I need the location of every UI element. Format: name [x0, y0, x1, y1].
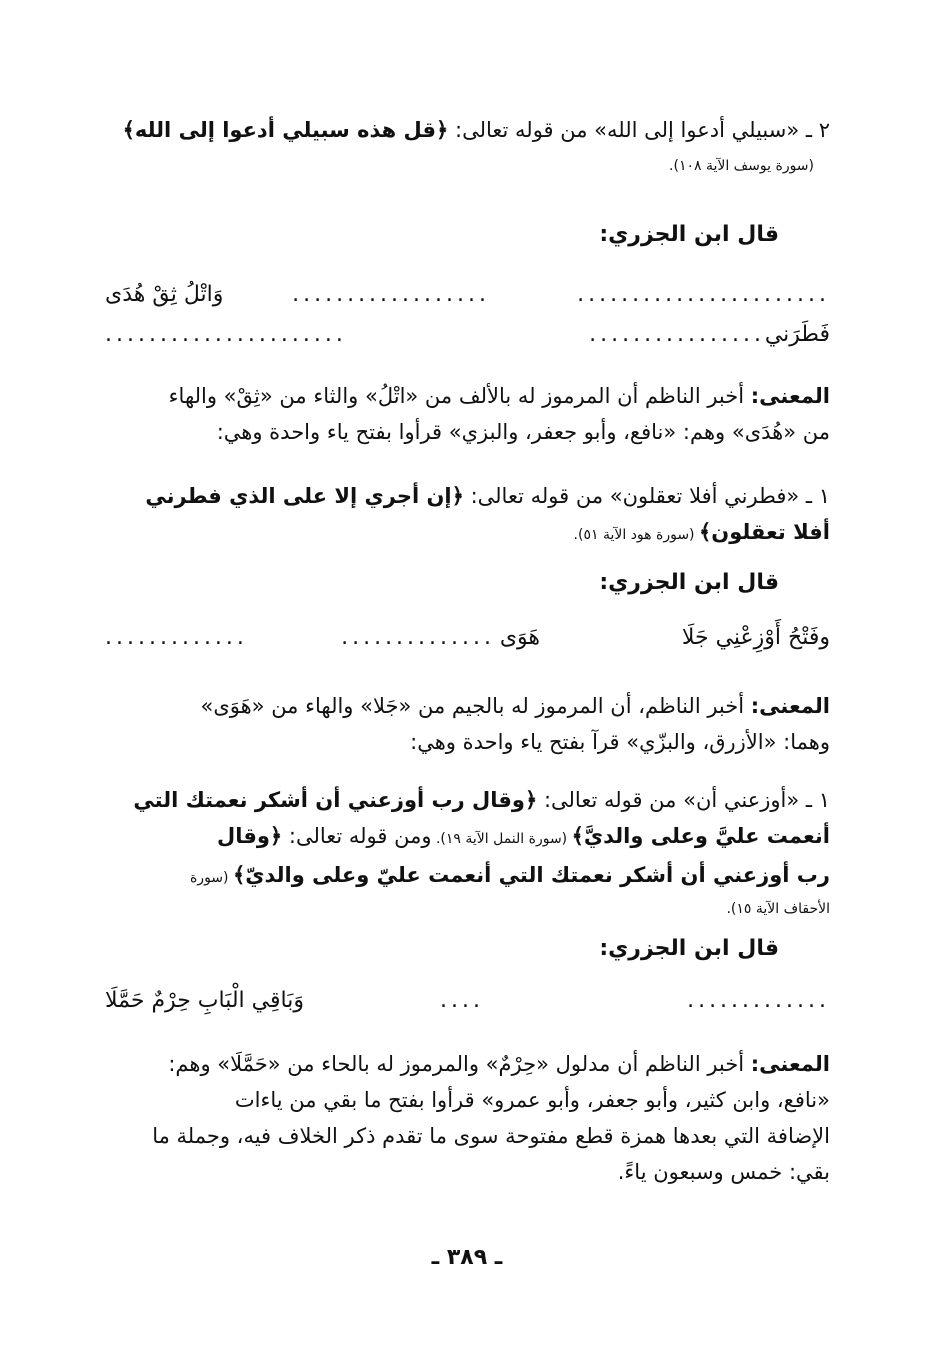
item-1b-line-1 [133, 782, 830, 818]
poem-1-verse-2: فَطَرَني [764, 322, 830, 347]
meaning-2-label: المعنى: [750, 694, 830, 718]
heading-ibn-jazari-1: قال ابن الجزري: [599, 222, 779, 247]
item-1b-quote-3: ﴿وقال [216, 824, 283, 848]
item-1a-prefix: ١ ـ «فطرني أفلا تعقلون» من قوله تعالى: [463, 484, 830, 508]
poem-1-verse: وَاتْلُ ثِقْ هُدَى [105, 282, 224, 307]
item-1b-text: ومن قوله تعالى: [282, 824, 432, 848]
item-1b-line-4: الأحقاف الآية ١٥). [726, 901, 830, 917]
meaning-3 [140, 1046, 830, 1190]
meaning-3-line-4: بقي: خمس وسبعون ياءً. [617, 1160, 830, 1184]
item-2-quran-quote: ﴿قل هذه سبيلي أدعوا إلى الله﴾ [122, 118, 449, 142]
item-2-prefix: ٢ ـ «سبيلي أدعوا إلى الله» من قوله تعالى: [448, 118, 830, 142]
item-1b-line-2 [140, 818, 830, 857]
poem-3-verse: وَبَاقِي الْبَابِ حِرْمٌ حَمَّلَا [105, 988, 304, 1013]
poem-1-dots-3: ...................... [105, 322, 347, 347]
poem-3-dots-mid: .... [440, 988, 484, 1013]
meaning-2-line-2: وهما: «الأزرق، والبزّي» قرآ بفتح ياء واحدة وهي: [410, 730, 830, 754]
item-1b-prefix: ١ ـ «أوزعني أن» من قوله تعالى: [537, 788, 830, 812]
poem-1-dots-2: ................ [589, 322, 765, 347]
meaning-2 [140, 688, 830, 760]
meaning-2-text-1: أخبر الناظم، أن المرموز له بالجيم من «جَلا» والهاء من «هَوَى» [200, 694, 751, 718]
item-1a-quote: ﴿إن أجري إلا على الذي فطرني [145, 484, 464, 508]
heading-ibn-jazari-2: قال ابن الجزري: [599, 570, 779, 595]
meaning-1-text-1: أخبر الناظم أن المرموز له بالألف من «اتْلُ» والثاء من «ثِقْ» والهاء [168, 384, 751, 408]
item-1b-reference-2: (سورة [189, 870, 233, 886]
item-1b-line-3 [140, 857, 830, 896]
item-1b-quote-2: أنعمت عليَّ وعلى والديَّ﴾ [571, 824, 830, 848]
poem-2-dots-mid: .............. [341, 625, 495, 650]
poem-1-dots-right: ....................... [577, 282, 830, 307]
meaning-3-label: المعنى: [750, 1052, 830, 1076]
poem-2-verse: وفَتْحُ أَوْزِعْنِي جَلَا [681, 625, 830, 650]
poem-1-dots-mid: .................. [292, 282, 490, 307]
meaning-3-text-1: أخبر الناظم أن مدلول «حِرْمٌ» والمرموز له بالحاء من «حَمَّلَا» وهم: [168, 1052, 751, 1076]
meaning-1-line-1 [140, 378, 830, 414]
poem-3-row-1 [105, 988, 830, 1028]
item-1b-reference-1: (سورة النمل الآية ١٩). [431, 831, 572, 847]
meaning-3-line-3: الإضافة التي بعدها همزة قطع مفتوحة سوى ما تقدم ذكر الخلاف فيه، وجملة ما [152, 1124, 830, 1148]
page-number: ـ ٣٨٩ ـ [431, 1245, 503, 1270]
item-1b-quote: ﴿وقال رب أوزعني أن أشكر نعمتك التي [133, 788, 538, 812]
item-1a-line-2 [140, 514, 830, 553]
item-1-fatarani [140, 478, 830, 553]
poem-2-word: هَوَى [499, 625, 540, 650]
meaning-1 [140, 378, 830, 450]
item-1-awzini [133, 782, 830, 922]
meaning-1-line-2: من «هُدَى» وهم: «نافع، وأبو جعفر، والبزي» قرأوا بفتح ياء واحدة وهي: [216, 420, 830, 444]
item-1a-quote-2: أفلا تعقلون﴾ [698, 520, 830, 544]
meaning-1-label: المعنى: [750, 384, 830, 408]
poem-1-row-2 [105, 322, 830, 362]
item-1a-reference: (سورة هود الآية ٥١). [573, 527, 699, 543]
meaning-2-line-1 [140, 688, 830, 724]
poem-3-dots-right: ............. [687, 988, 830, 1013]
meaning-3-line-2: «نافع، وابن كثير، وأبو جعفر، وأبو عمرو» قرأوا بفتح ما بقي من ياءات [234, 1088, 830, 1112]
heading-ibn-jazari-3: قال ابن الجزري: [599, 936, 779, 961]
item-2-reference: (سورة يوسف الآية ١٠٨). [669, 158, 814, 174]
poem-2-row-1 [105, 625, 830, 665]
item-1b-quote-4: رب أوزعني أن أشكر نعمتك التي أنعمت عليّ وعلى والديّ﴾ [232, 863, 830, 887]
meaning-3-line-1 [140, 1046, 830, 1082]
item-2 [122, 112, 830, 184]
poem-2-dots-left: ............. [105, 625, 248, 650]
item-1a-line-1 [140, 478, 830, 514]
item-2-line-1 [122, 112, 830, 148]
poem-1-row-1 [105, 282, 830, 322]
